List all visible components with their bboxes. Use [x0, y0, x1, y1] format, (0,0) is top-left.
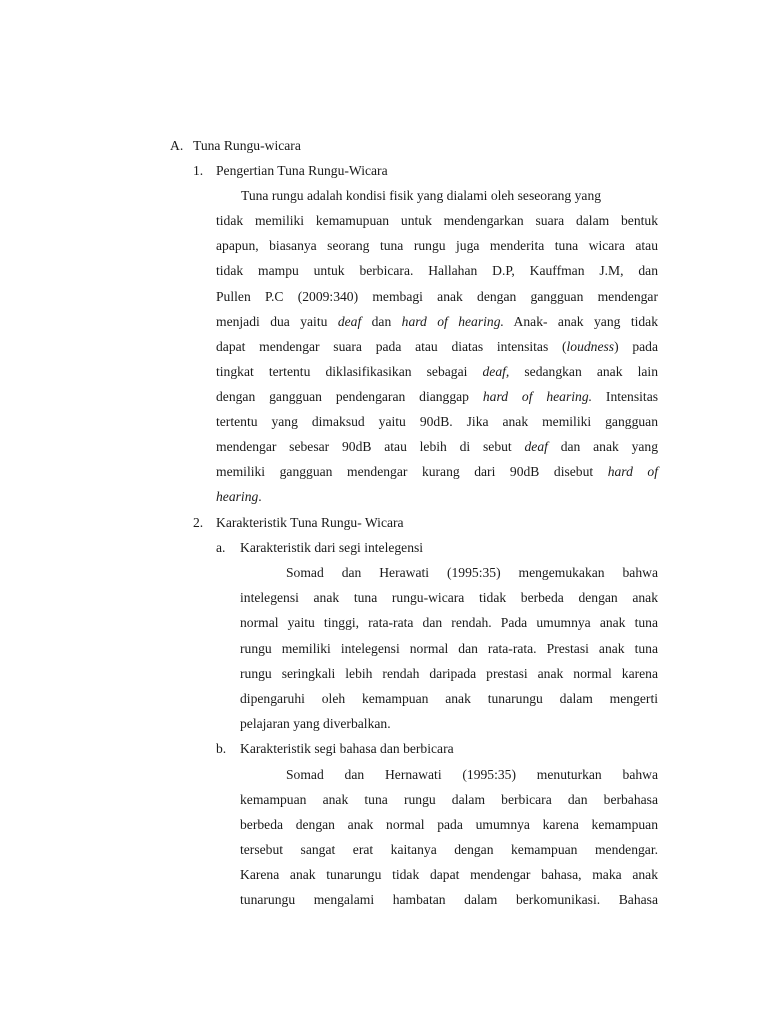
paragraph-line: Tuna rungu adalah kondisi fisik yang dialami oleh seseorang yang	[241, 188, 602, 203]
paragraph-line: mendengar sebesar 90dB atau lebih di sebut deaf dan anak yang	[216, 439, 658, 454]
term-hard-of: hard of	[607, 464, 658, 479]
paragraph-line: tingkat tertentu diklasifikasikan sebagai deaf, sedangkan anak lain	[216, 364, 658, 379]
item1-marker: 1.	[193, 163, 204, 178]
sub-a-heading: Karakteristik dari segi intelegensi	[240, 540, 424, 555]
paragraph-line: Karena anak tunarungu tidak dapat mendengar bahasa, maka anak	[240, 867, 658, 882]
paragraph-line: kemampuan anak tuna rungu dalam berbicara dan berbahasa	[240, 792, 658, 807]
paragraph-line: tunarungu mengalami hambatan dalam berkomunikasi. Bahasa	[240, 892, 658, 907]
term-hearing: hearing	[216, 489, 259, 504]
section-heading: Tuna Rungu-wicara	[193, 138, 301, 153]
paragraph-line: normal yaitu tinggi, rata-rata dan rendah. Pada umumnya anak tuna	[240, 615, 658, 630]
term-deaf: deaf	[337, 314, 362, 329]
paragraph-line: dengan gangguan pendengaran dianggap hard of hearing. Intensitas	[216, 389, 659, 404]
paragraph-line: hearing.	[216, 489, 262, 504]
sub-b-marker: b.	[216, 741, 227, 756]
paragraph-line: menjadi dua yaitu deaf dan hard of hearing. Anak- anak yang tidak	[216, 314, 658, 329]
term-deaf: deaf	[524, 439, 548, 454]
paragraph-line: rungu seringkali lebih rendah daripada prestasi anak normal karena	[240, 666, 658, 681]
paragraph-line: tersebut sangat erat kaitanya dengan kemampuan mendengar.	[240, 842, 658, 857]
paragraph-line: Pullen P.C (2009:340) membagi anak dengan gangguan mendengar	[216, 289, 658, 304]
paragraph-line: pelajaran yang diverbalkan.	[240, 716, 391, 731]
paragraph-line: tidak mampu untuk berbicara. Hallahan D.P, Kauffman J.M, dan	[216, 263, 658, 278]
term-loudness: loudness	[566, 339, 615, 354]
item2-heading: Karakteristik Tuna Rungu- Wicara	[216, 515, 404, 530]
paragraph-line: dipengaruhi oleh kemampuan anak tunarungu dalam mengerti	[240, 691, 658, 706]
sub-a-marker: a.	[216, 540, 226, 555]
term-hard-of-hearing: hard of hearing.	[482, 389, 593, 404]
paragraph-line: Somad dan Herawati (1995:35) mengemukakan bahwa	[286, 565, 658, 580]
paragraph-line: Somad dan Hernawati (1995:35) menuturkan bahwa	[286, 767, 658, 782]
paragraph-line: dapat mendengar suara pada atau diatas intensitas (loudness) pada	[216, 339, 658, 354]
paragraph-line: berbeda dengan anak normal pada umumnya karena kemampuan	[240, 817, 658, 832]
item2-marker: 2.	[193, 515, 204, 530]
item1-heading: Pengertian Tuna Rungu-Wicara	[216, 163, 388, 178]
paragraph-line: apapun, biasanya seorang tuna rungu juga menderita tuna wicara atau	[216, 238, 658, 253]
paragraph-line: rungu memiliki intelegensi normal dan rata-rata. Prestasi anak tuna	[240, 641, 658, 656]
paragraph-line: tidak memiliki kemamupuan untuk mendengarkan suara dalam bentuk	[216, 213, 658, 228]
term-deaf: deaf,	[482, 364, 510, 379]
term-hard-of-hearing: hard of hearing.	[401, 314, 504, 329]
paragraph-line: memiliki gangguan mendengar kurang dari 90dB disebut hard of	[216, 464, 658, 479]
section-marker: A.	[170, 138, 184, 153]
paragraph-line: tertentu yang dimaksud yaitu 90dB. Jika anak memiliki gangguan	[216, 414, 658, 429]
paragraph-line: intelegensi anak tuna rungu-wicara tidak berbeda dengan anak	[240, 590, 658, 605]
sub-b-heading: Karakteristik segi bahasa dan berbicara	[240, 741, 454, 756]
